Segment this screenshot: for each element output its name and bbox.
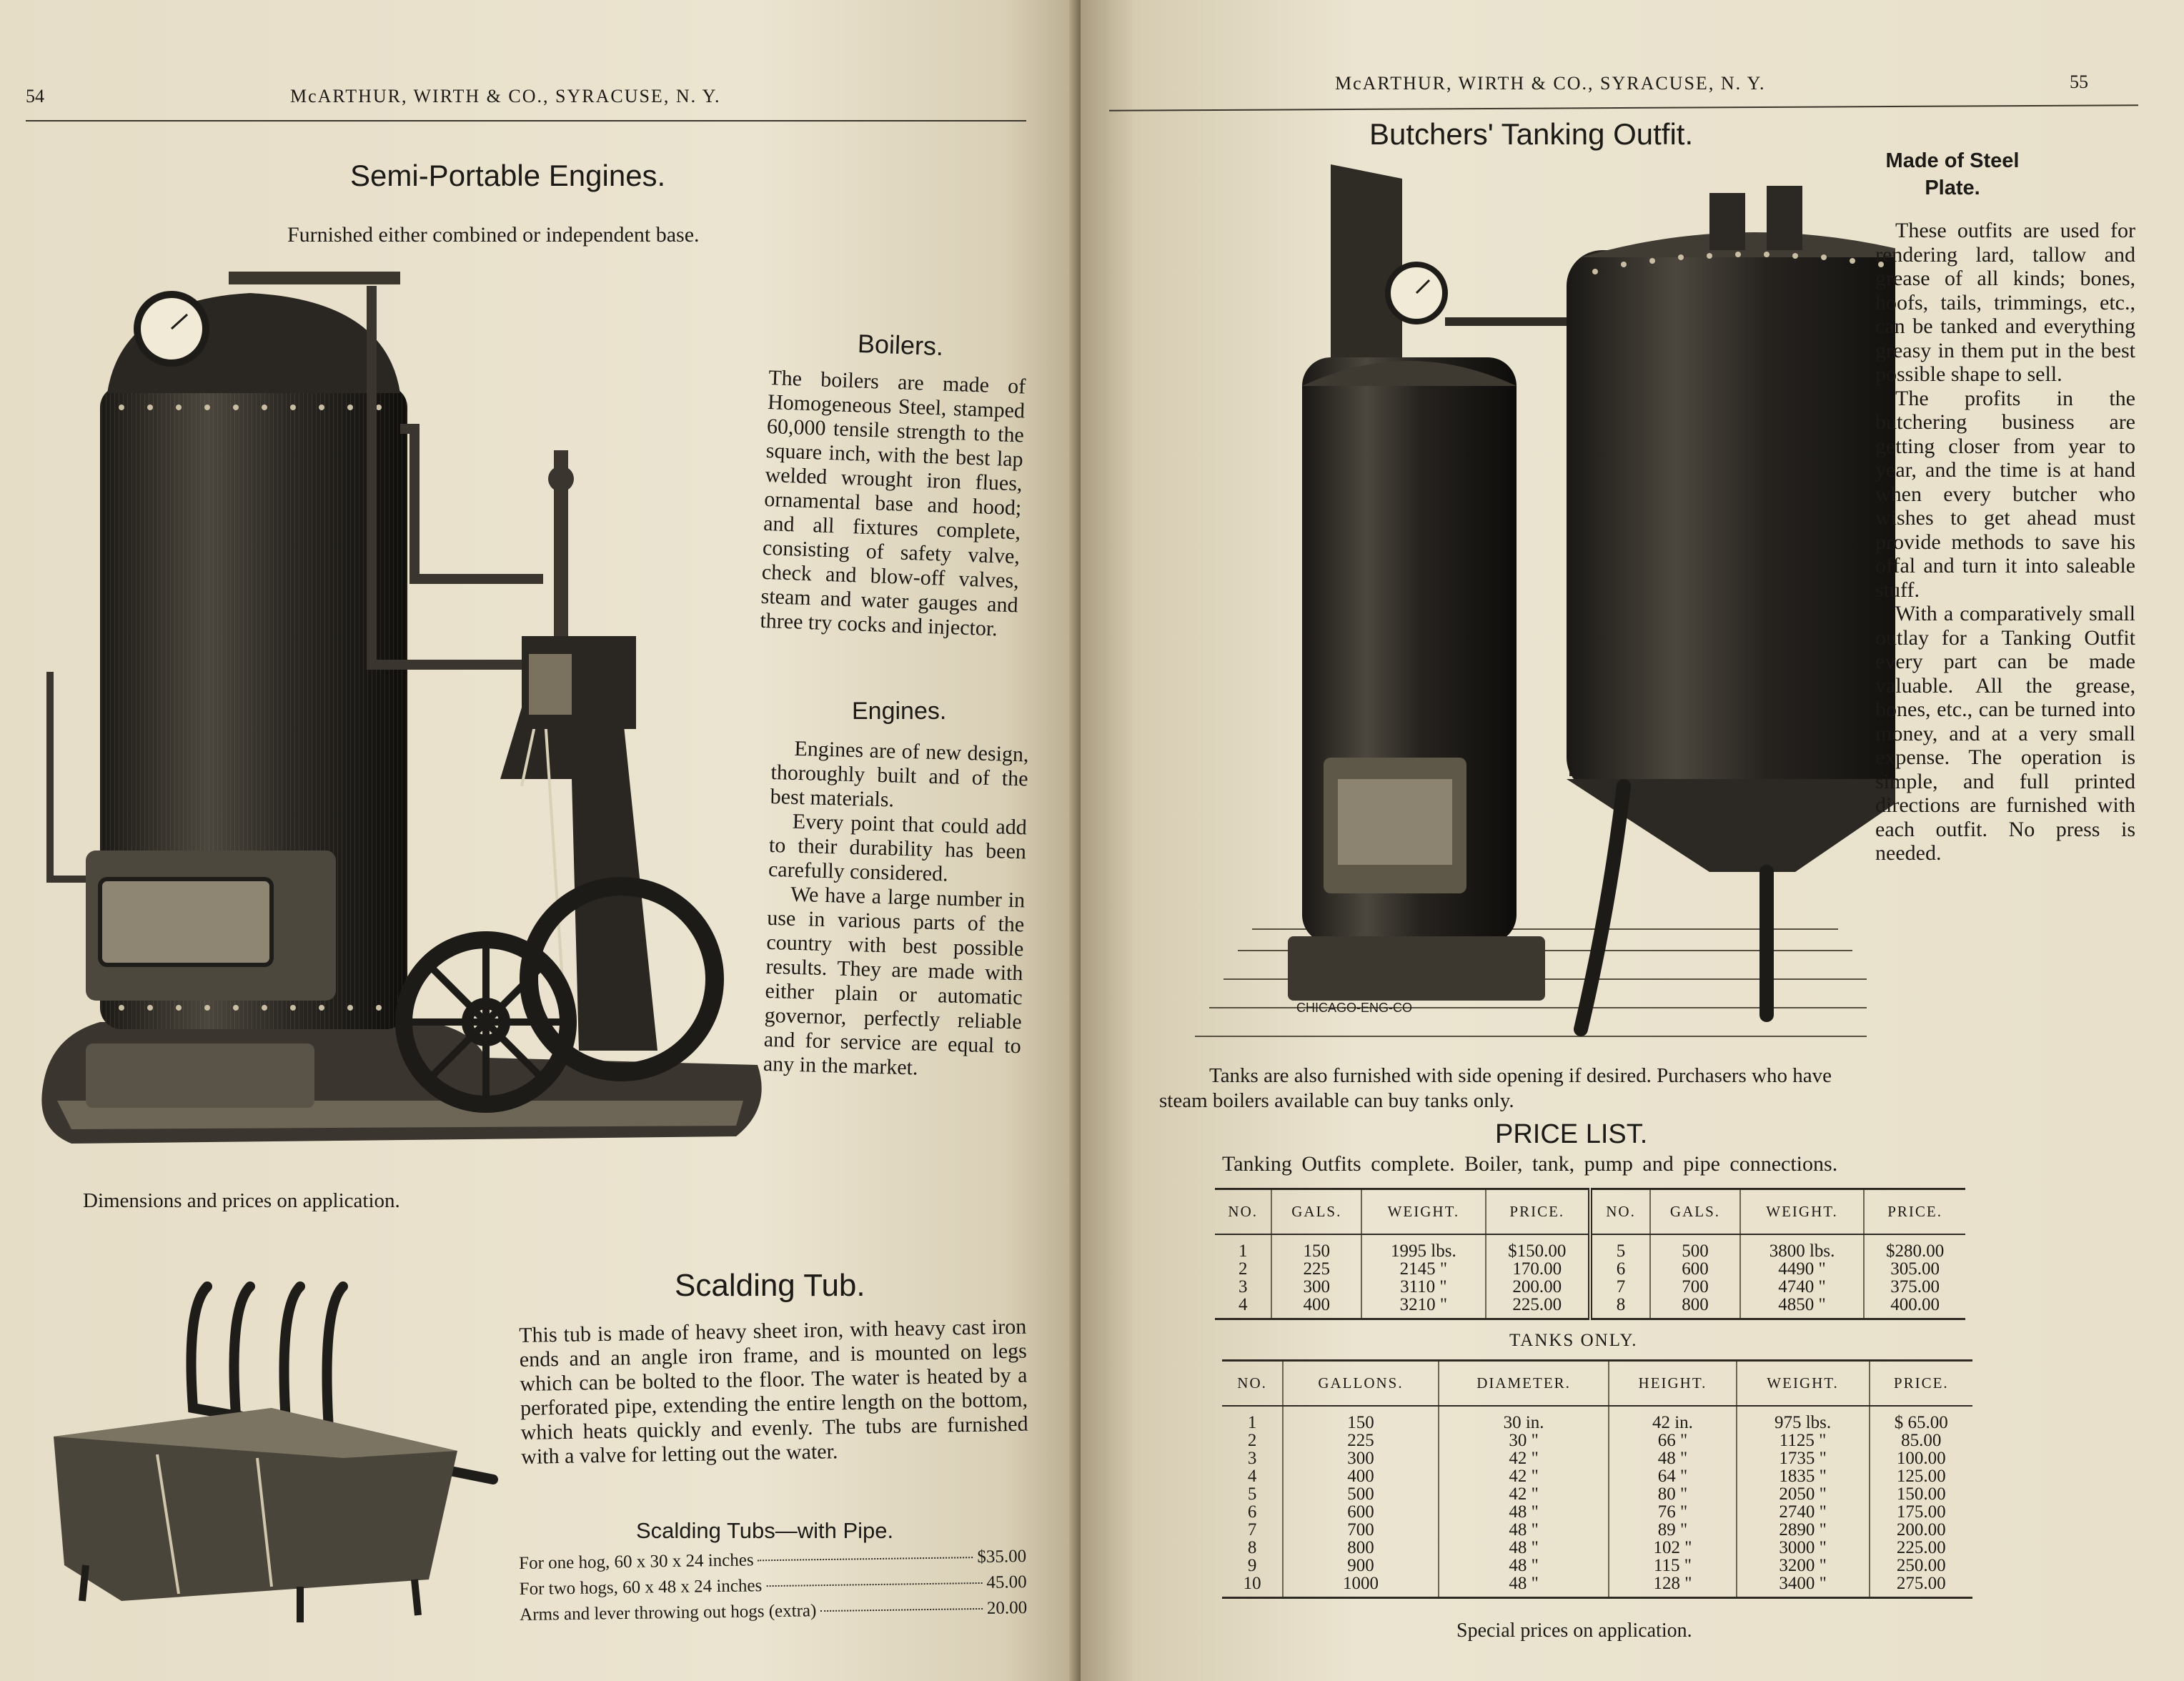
table-header-row xyxy=(1222,1361,1972,1407)
table-cell: 500 xyxy=(1283,1485,1439,1503)
column-header: GALS. xyxy=(1271,1189,1361,1235)
table-cell: 170.00 xyxy=(1486,1260,1590,1278)
engines-paragraph: Engines are of new design, thoroughly built and of the best materials. xyxy=(770,736,1029,812)
table-cell: 8 xyxy=(1247,1538,1257,1557)
table-cell: 150 xyxy=(1283,1406,1439,1432)
table-cell: 5 xyxy=(1247,1484,1257,1504)
engines-title: Semi-Portable Engines. xyxy=(350,159,666,192)
price-label: For one hog, 60 x 30 x 24 inches xyxy=(519,1550,754,1573)
table-cell: 200.00 xyxy=(1870,1521,1972,1539)
table-cell: 1835 " xyxy=(1737,1467,1870,1485)
table-row xyxy=(1222,1406,1972,1432)
column-header: HEIGHT. xyxy=(1609,1361,1736,1407)
table-cell: 42 in. xyxy=(1609,1406,1736,1432)
engines-paragraph: Every point that could add to their durability has been carefully considered. xyxy=(768,809,1028,886)
sidebar-text-block xyxy=(1875,219,2135,866)
table-cell: 128 " xyxy=(1609,1575,1736,1598)
scalding-price-list xyxy=(519,1547,1027,1625)
table-cell: 48 " xyxy=(1439,1539,1609,1557)
page-number: 54 xyxy=(26,86,44,106)
table-cell: 3 xyxy=(1238,1277,1248,1296)
table-cell: 3 xyxy=(1247,1449,1257,1468)
table-row xyxy=(1215,1260,1965,1278)
price-list-subheading: Tanking Outfits complete. Boiler, tank, pump and pipe connections. xyxy=(1222,1152,1838,1176)
running-head: McARTHUR, WIRTH & CO., SYRACUSE, N. Y. xyxy=(290,86,721,106)
semi-portable-engine-illustration xyxy=(29,264,772,1172)
table-cell: 48 " xyxy=(1439,1521,1609,1539)
table-cell: 2 xyxy=(1238,1259,1248,1279)
table-cell: 975 lbs. xyxy=(1737,1406,1870,1432)
header-rule xyxy=(1109,104,2138,111)
price-line xyxy=(520,1598,1027,1625)
table-row xyxy=(1222,1467,1972,1485)
boilers-heading: Boilers. xyxy=(857,328,944,362)
sidebar-paragraph: The profits in the butchering business are getting closer from year to year, and the time is at hand when every butcher who wishes to get ahead must provide methods to save his offal and turn it into saleable stuff. xyxy=(1875,386,2135,602)
table-cell: 80 " xyxy=(1609,1485,1736,1503)
sidebar-heading: Made of Steel Plate. xyxy=(1885,149,2020,199)
sidebar-paragraph: With a comparatively small outlay for a Tanking Outfit every part can be made valuable. All the grease, bones, etc., can be turned into money, and at a very small expense. The operation is simple, and full printed directions are furnished with each outfit. No press is needed. xyxy=(1875,602,2135,865)
table-cell: 3400 " xyxy=(1737,1575,1870,1598)
column-header: NO. xyxy=(1215,1189,1271,1235)
table-cell: 2740 " xyxy=(1737,1503,1870,1521)
table-cell: 4740 " xyxy=(1740,1278,1864,1296)
left-page xyxy=(0,0,1081,1681)
table-row xyxy=(1222,1449,1972,1467)
scalding-tub-title: Scalding Tub. xyxy=(675,1268,865,1303)
tanking-outfit-illustration xyxy=(1109,157,1895,1058)
table-cell: 225 xyxy=(1271,1260,1361,1278)
table-cell: 85.00 xyxy=(1870,1432,1972,1449)
column-header: PRICE. xyxy=(1486,1189,1590,1235)
table-cell: 42 " xyxy=(1439,1449,1609,1467)
table-cell: 300 xyxy=(1271,1278,1361,1296)
table-cell: 400 xyxy=(1283,1467,1439,1485)
table-cell: 66 " xyxy=(1609,1432,1736,1449)
table-cell: 400 xyxy=(1271,1296,1361,1319)
table-cell: 48 " xyxy=(1609,1449,1736,1467)
engine-caption: Dimensions and prices on application. xyxy=(83,1189,400,1212)
table-cell: 250.00 xyxy=(1870,1557,1972,1575)
price-value: 20.00 xyxy=(986,1598,1028,1618)
scalding-tub-text: This tub is made of heavy sheet iron, with heavy cast iron ends and an angle iron frame, and is mounted on legs which can be bolted to the floor. The water is heated by a perforated pipe, extending the entire length on the bottom, which heats quickly and evenly. The tubs are furnished with a valve for letting out the water. xyxy=(519,1314,1028,1469)
table-cell: 2050 " xyxy=(1737,1485,1870,1503)
table-cell: 30 " xyxy=(1439,1432,1609,1449)
table-cell: $150.00 xyxy=(1486,1234,1590,1260)
tanks-only-heading: TANKS ONLY. xyxy=(1509,1331,1638,1350)
price-line xyxy=(519,1547,1026,1574)
table-cell: 3200 " xyxy=(1737,1557,1870,1575)
table-cell: 42 " xyxy=(1439,1467,1609,1485)
table-cell: 700 xyxy=(1283,1521,1439,1539)
table-cell: 6 xyxy=(1590,1260,1650,1278)
table-cell: 900 xyxy=(1283,1557,1439,1575)
table-cell: 225.00 xyxy=(1486,1296,1590,1319)
column-header: WEIGHT. xyxy=(1361,1189,1485,1235)
table-cell: 200.00 xyxy=(1486,1278,1590,1296)
running-head: McARTHUR, WIRTH & CO., SYRACUSE, N. Y. xyxy=(1335,73,1766,94)
table-cell: 225.00 xyxy=(1870,1539,1972,1557)
table-cell: 4490 " xyxy=(1740,1260,1864,1278)
engraving-mark: CHICAGO-ENG-CO xyxy=(1296,1001,1412,1015)
column-header: GALLONS. xyxy=(1283,1361,1439,1407)
engines-heading: Engines. xyxy=(852,698,947,725)
table-cell: 150 xyxy=(1271,1234,1361,1260)
table-cell: 3210 " xyxy=(1361,1296,1485,1319)
table-cell: 4 xyxy=(1238,1295,1248,1314)
table-cell: 600 xyxy=(1650,1260,1740,1278)
table-cell: $ 65.00 xyxy=(1870,1406,1972,1432)
table-cell: 2890 " xyxy=(1737,1521,1870,1539)
table-cell: 2145 " xyxy=(1361,1260,1485,1278)
leader-dots xyxy=(758,1557,973,1561)
price-value: $35.00 xyxy=(977,1547,1027,1567)
table-cell: 300 xyxy=(1283,1449,1439,1467)
column-header: PRICE. xyxy=(1870,1361,1972,1407)
table-cell: $280.00 xyxy=(1864,1234,1965,1260)
table-cell: 375.00 xyxy=(1864,1278,1965,1296)
table-cell: 3800 lbs. xyxy=(1740,1234,1864,1260)
table-cell: 1000 xyxy=(1283,1575,1439,1598)
table-cell: 76 " xyxy=(1609,1503,1736,1521)
table-cell: 1125 " xyxy=(1737,1432,1870,1449)
table-cell: 1735 " xyxy=(1737,1449,1870,1467)
table-cell: 48 " xyxy=(1439,1503,1609,1521)
table-cell: 700 xyxy=(1650,1278,1740,1296)
outfits-price-table xyxy=(1215,1188,1965,1320)
scalding-tub-illustration xyxy=(43,1265,500,1637)
table-cell: 10 xyxy=(1243,1574,1261,1593)
table-cell: 7 xyxy=(1247,1520,1257,1539)
table-cell: 175.00 xyxy=(1870,1503,1972,1521)
table-row xyxy=(1222,1575,1972,1598)
table-cell: 3000 " xyxy=(1737,1539,1870,1557)
table-cell: 400.00 xyxy=(1864,1296,1965,1319)
table-cell: 275.00 xyxy=(1870,1575,1972,1598)
table-row xyxy=(1222,1432,1972,1449)
table-cell: 1995 lbs. xyxy=(1361,1234,1485,1260)
tanks-table-body xyxy=(1222,1406,1972,1598)
page-number: 55 xyxy=(2070,71,2088,92)
table-row xyxy=(1222,1503,1972,1521)
table-cell: 48 " xyxy=(1439,1557,1609,1575)
table-cell: 2 xyxy=(1247,1431,1257,1450)
table-cell: 48 " xyxy=(1439,1575,1609,1598)
price-value: 45.00 xyxy=(986,1572,1027,1592)
column-header: GALS. xyxy=(1650,1189,1740,1235)
price-label: Arms and lever throwing out hogs (extra) xyxy=(520,1601,817,1625)
table-cell: 30 in. xyxy=(1439,1406,1609,1432)
table-cell: 500 xyxy=(1650,1234,1740,1260)
special-prices-note: Special prices on application. xyxy=(1456,1620,1692,1642)
table-cell: 100.00 xyxy=(1870,1449,1972,1467)
table-row xyxy=(1215,1278,1965,1296)
table-row xyxy=(1222,1539,1972,1557)
table-cell: 150.00 xyxy=(1870,1485,1972,1503)
table-row xyxy=(1222,1557,1972,1575)
table-cell: 225 xyxy=(1283,1432,1439,1449)
table-cell: 3110 " xyxy=(1361,1278,1485,1296)
table-cell: 102 " xyxy=(1609,1539,1736,1557)
table-cell: 600 xyxy=(1283,1503,1439,1521)
right-page xyxy=(1081,0,2184,1681)
price-line xyxy=(520,1572,1027,1600)
table-cell: 42 " xyxy=(1439,1485,1609,1503)
table-cell: 89 " xyxy=(1609,1521,1736,1539)
illustration-caption: Tanks are also furnished with side opening if desired. Purchasers who have steam boilers available can buy tanks only. xyxy=(1159,1064,1832,1112)
engines-paragraph: We have a large number in use in various parts of the country with best possible results. They are made with either plain or automatic governor, perfectly reliable and for service are equal to any in the market. xyxy=(763,882,1026,1080)
table-cell: 5 xyxy=(1590,1234,1650,1260)
tanking-outfit-title: Butchers' Tanking Outfit. xyxy=(1369,117,1694,151)
leader-dots xyxy=(820,1608,983,1612)
table-row xyxy=(1215,1296,1965,1319)
scalding-prices-heading: Scalding Tubs—with Pipe. xyxy=(636,1518,894,1543)
table-header-row xyxy=(1215,1189,1965,1235)
table-cell: 6 xyxy=(1247,1502,1257,1522)
table-row xyxy=(1215,1234,1965,1260)
table-cell: 305.00 xyxy=(1864,1260,1965,1278)
table-cell: 800 xyxy=(1283,1539,1439,1557)
table-cell: 125.00 xyxy=(1870,1467,1972,1485)
table-cell: 1 xyxy=(1247,1413,1257,1432)
table-cell: 64 " xyxy=(1609,1467,1736,1485)
price-list-heading: PRICE LIST. xyxy=(1495,1119,1648,1149)
table-cell: 4 xyxy=(1247,1467,1257,1486)
leader-dots xyxy=(766,1582,982,1587)
table-cell: 1 xyxy=(1238,1241,1248,1261)
sidebar-paragraph: These outfits are used for rendering lard, tallow and grease of all kinds; bones, hoofs, tails, trimmings, etc., can be tanked and everything greasy in them put in the best possible shape to sell. xyxy=(1875,219,2135,386)
tanks-price-table xyxy=(1222,1359,1972,1599)
column-header: NO. xyxy=(1590,1189,1650,1235)
column-header: WEIGHT. xyxy=(1737,1361,1870,1407)
table-cell: 800 xyxy=(1650,1296,1740,1319)
table-row xyxy=(1222,1485,1972,1503)
column-header: WEIGHT. xyxy=(1740,1189,1864,1235)
table-cell: 4850 " xyxy=(1740,1296,1864,1319)
engines-text-block xyxy=(763,736,1029,1083)
table-cell: 7 xyxy=(1590,1278,1650,1296)
column-header: PRICE. xyxy=(1864,1189,1965,1235)
boilers-text: The boilers are made of Homogeneous Steel, stamped 60,000 tensile strength to the square inch, with the best lap welded wrought iron flues, ornamental base and hood; and all fixtures complete, consisting of safety valve, check and blow-off valves, steam and water gauges and three try cocks and injector. xyxy=(759,366,1026,641)
table-cell: 9 xyxy=(1247,1556,1257,1575)
table-row xyxy=(1222,1521,1972,1539)
column-header: NO. xyxy=(1222,1361,1283,1407)
price-label: For two hogs, 60 x 48 x 24 inches xyxy=(519,1576,763,1599)
column-header: DIAMETER. xyxy=(1439,1361,1609,1407)
table-cell: 115 " xyxy=(1609,1557,1736,1575)
header-rule xyxy=(26,120,1026,122)
table-cell: 8 xyxy=(1590,1296,1650,1319)
engines-subtitle: Furnished either combined or independent base. xyxy=(287,223,700,247)
